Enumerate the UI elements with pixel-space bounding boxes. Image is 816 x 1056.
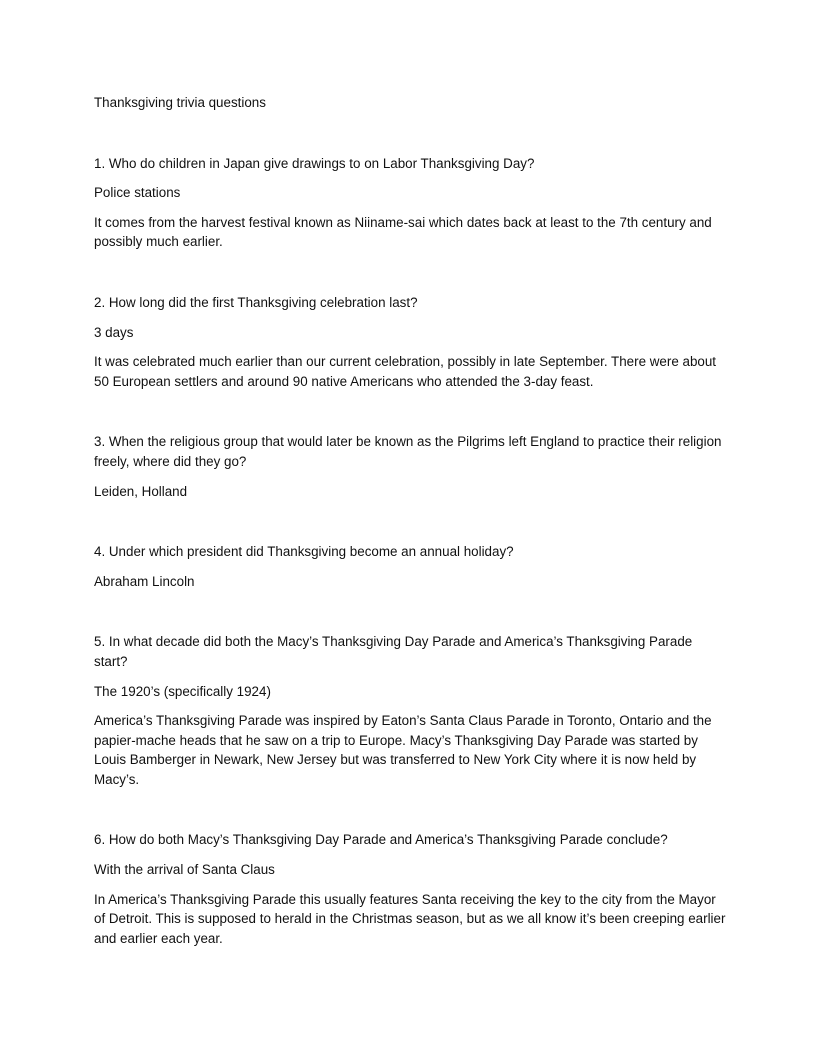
question-text: 1. Who do children in Japan give drawings to on Labor Thanksgiving Day?	[94, 155, 535, 171]
question-text: 6. How do both Macy’s Thanksgiving Day Parade and America’s Thanksgiving Parade conclude?	[94, 832, 668, 848]
trivia-item-6	[94, 830, 726, 948]
trivia-item-3	[94, 432, 726, 501]
explanation-text: America’s Thanksgiving Parade was inspired by Eaton’s Santa Claus Parade in Toronto, Ontario and the papier-mache heads that he saw on a trip to Europe. Macy’s Thanksgiving Day Parade was started by Louis Bamberger in Newark, New Jersey but was transferred to New York City where it is now held by Macy’s.	[94, 713, 712, 787]
question-text: 2. How long did the first Thanksgiving celebration last?	[94, 294, 418, 310]
trivia-item-4	[94, 542, 726, 591]
document-title: Thanksgiving trivia questions	[94, 95, 266, 110]
answer-text: Abraham Lincoln	[94, 573, 195, 589]
explanation-text: It was celebrated much earlier than our current celebration, possibly in late September. There were about 50 European settlers and around 90 native Americans who attended the 3-day feast.	[94, 354, 717, 389]
answer-text: 3 days	[94, 324, 134, 340]
explanation-text: In America’s Thanksgiving Parade this usually features Santa receiving the key to the city from the Mayor of Detroit. This is supposed to herald in the Christmas season, but as we all know it’s been creeping earlier and earlier each year.	[94, 891, 726, 946]
explanation-text: It comes from the harvest festival known as Niiname-sai which dates back at least to the 7th century and possibly much earlier.	[94, 214, 712, 250]
question-text: 4. Under which president did Thanksgiving become an annual holiday?	[94, 544, 514, 560]
document-body	[94, 93, 726, 948]
trivia-item-5	[94, 632, 726, 789]
answer-text: Leiden, Holland	[94, 483, 188, 499]
trivia-item-1	[94, 154, 726, 252]
question-text: 3. When the religious group that would later be known as the Pilgrims left England to practice their religion freely, where did they go?	[94, 434, 722, 469]
answer-text: Police stations	[94, 185, 181, 201]
question-text: 5. In what decade did both the Macy’s Thanksgiving Day Parade and America’s Thanksgiving Parade start?	[94, 634, 693, 669]
answer-text: With the arrival of Santa Claus	[94, 862, 275, 878]
trivia-item-2	[94, 293, 726, 391]
answer-text: The 1920’s (specifically 1924)	[94, 683, 271, 699]
